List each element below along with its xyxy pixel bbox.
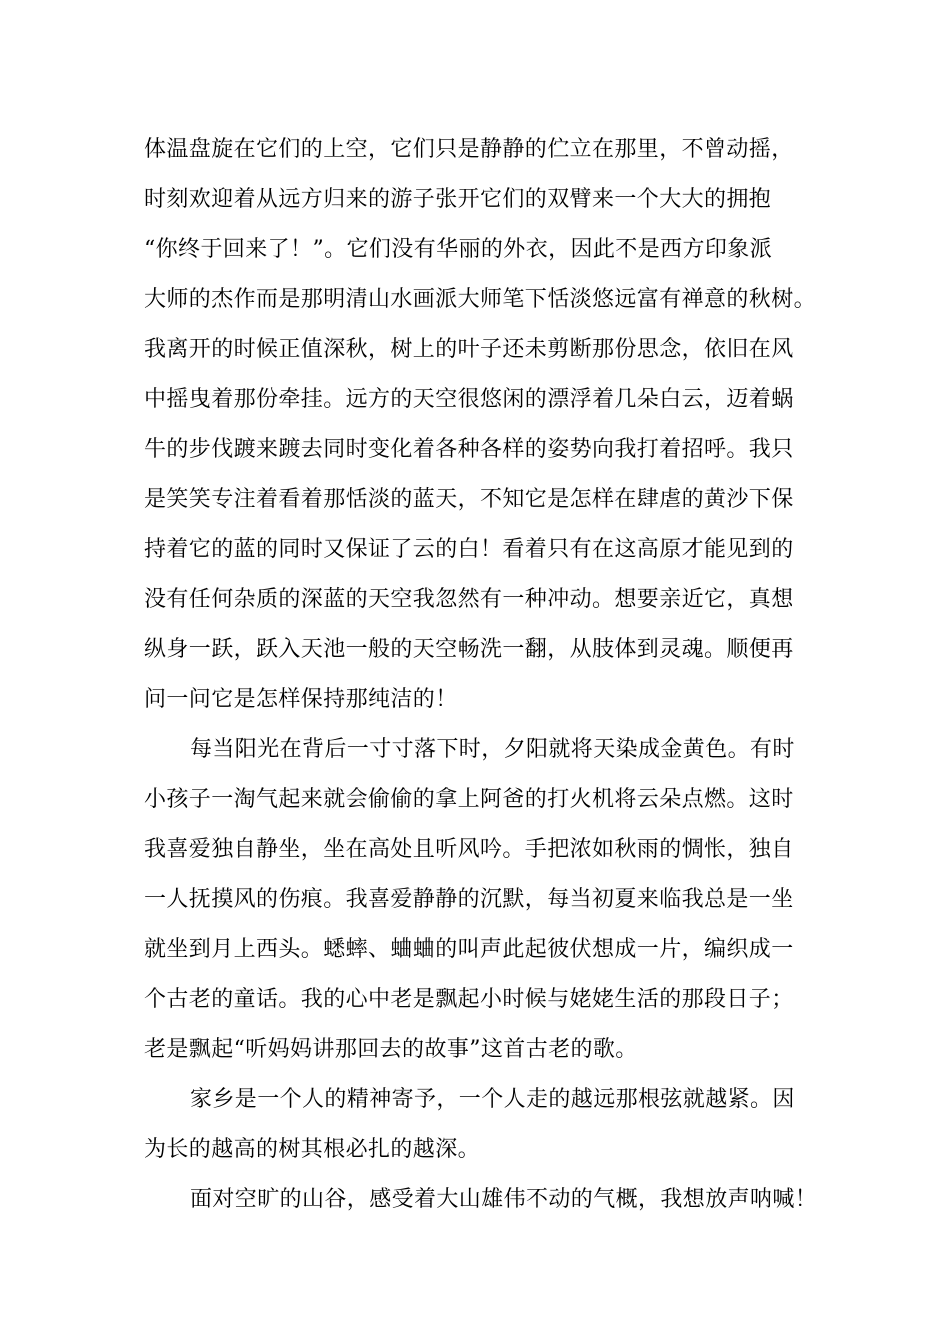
text-line: 体温盘旋在它们的上空，它们只是静静的伫立在那里，不曾动摇，: [144, 137, 794, 162]
text-line: 我离开的时候正值深秋，树上的叶子还未剪断那份思念，依旧在风: [144, 337, 794, 362]
text-line: 个古老的童话。我的心中老是飘起小时候与姥姥生活的那段日子；: [144, 987, 794, 1012]
paragraph-first-line: 家乡是一个人的精神寄予，一个人走的越远那根弦就越紧。因: [190, 1087, 795, 1112]
text-line: 小孩子一淘气起来就会偷偷的拿上阿爸的打火机将云朵点燃。这时: [144, 787, 794, 812]
paragraph-first-line: 每当阳光在背后一寸寸落下时，夕阳就将天染成金黄色。有时: [190, 737, 795, 762]
text-line: 持着它的蓝的同时又保证了云的白！看着只有在这高原才能见到的: [144, 537, 794, 562]
text-line: “你终于回来了！”。它们没有华丽的外衣，因此不是西方印象派: [144, 237, 773, 262]
text-line: 是笑笑专注着看着那恬淡的蓝天，不知它是怎样在肆虐的黄沙下保: [144, 487, 794, 512]
text-line: 时刻欢迎着从远方归来的游子张开它们的双臂来一个大大的拥抱: [144, 187, 772, 212]
text-line: 就坐到月上西头。蟋蟀、蛐蛐的叫声此起彼伏想成一片，编织成一: [144, 937, 794, 962]
text-line: 为长的越高的树其根必扎的越深。: [144, 1137, 481, 1162]
text-line: 老是飘起“听妈妈讲那回去的故事”这首古老的歌。: [144, 1037, 638, 1062]
paragraph-first-line: 面对空旷的山谷，感受着大山雄伟不动的气概，我想放声呐喊！: [190, 1187, 818, 1212]
text-line: 中摇曳着那份牵挂。远方的天空很悠闲的漂浮着几朵白云，迈着蜗: [144, 387, 794, 412]
text-line: 牛的步伐踱来踱去同时变化着各种各样的姿势向我打着招呼。我只: [144, 437, 794, 462]
text-line: 大师的杰作而是那明清山水画派大师笔下恬淡悠远富有禅意的秋树。: [144, 287, 817, 312]
text-line: 我喜爱独自静坐，坐在高处且听风吟。手把浓如秋雨的惆怅，独自: [144, 837, 794, 862]
text-line: 问一问它是怎样保持那纯洁的！: [144, 687, 458, 712]
text-line: 一人抚摸风的伤痕。我喜爱静静的沉默，每当初夏来临我总是一坐: [144, 887, 794, 912]
text-line: 没有任何杂质的深蓝的天空我忽然有一种冲动。想要亲近它，真想: [144, 587, 794, 612]
text-line: 纵身一跃，跃入天池一般的天空畅洗一翻，从肢体到灵魂。顺便再: [144, 637, 794, 662]
